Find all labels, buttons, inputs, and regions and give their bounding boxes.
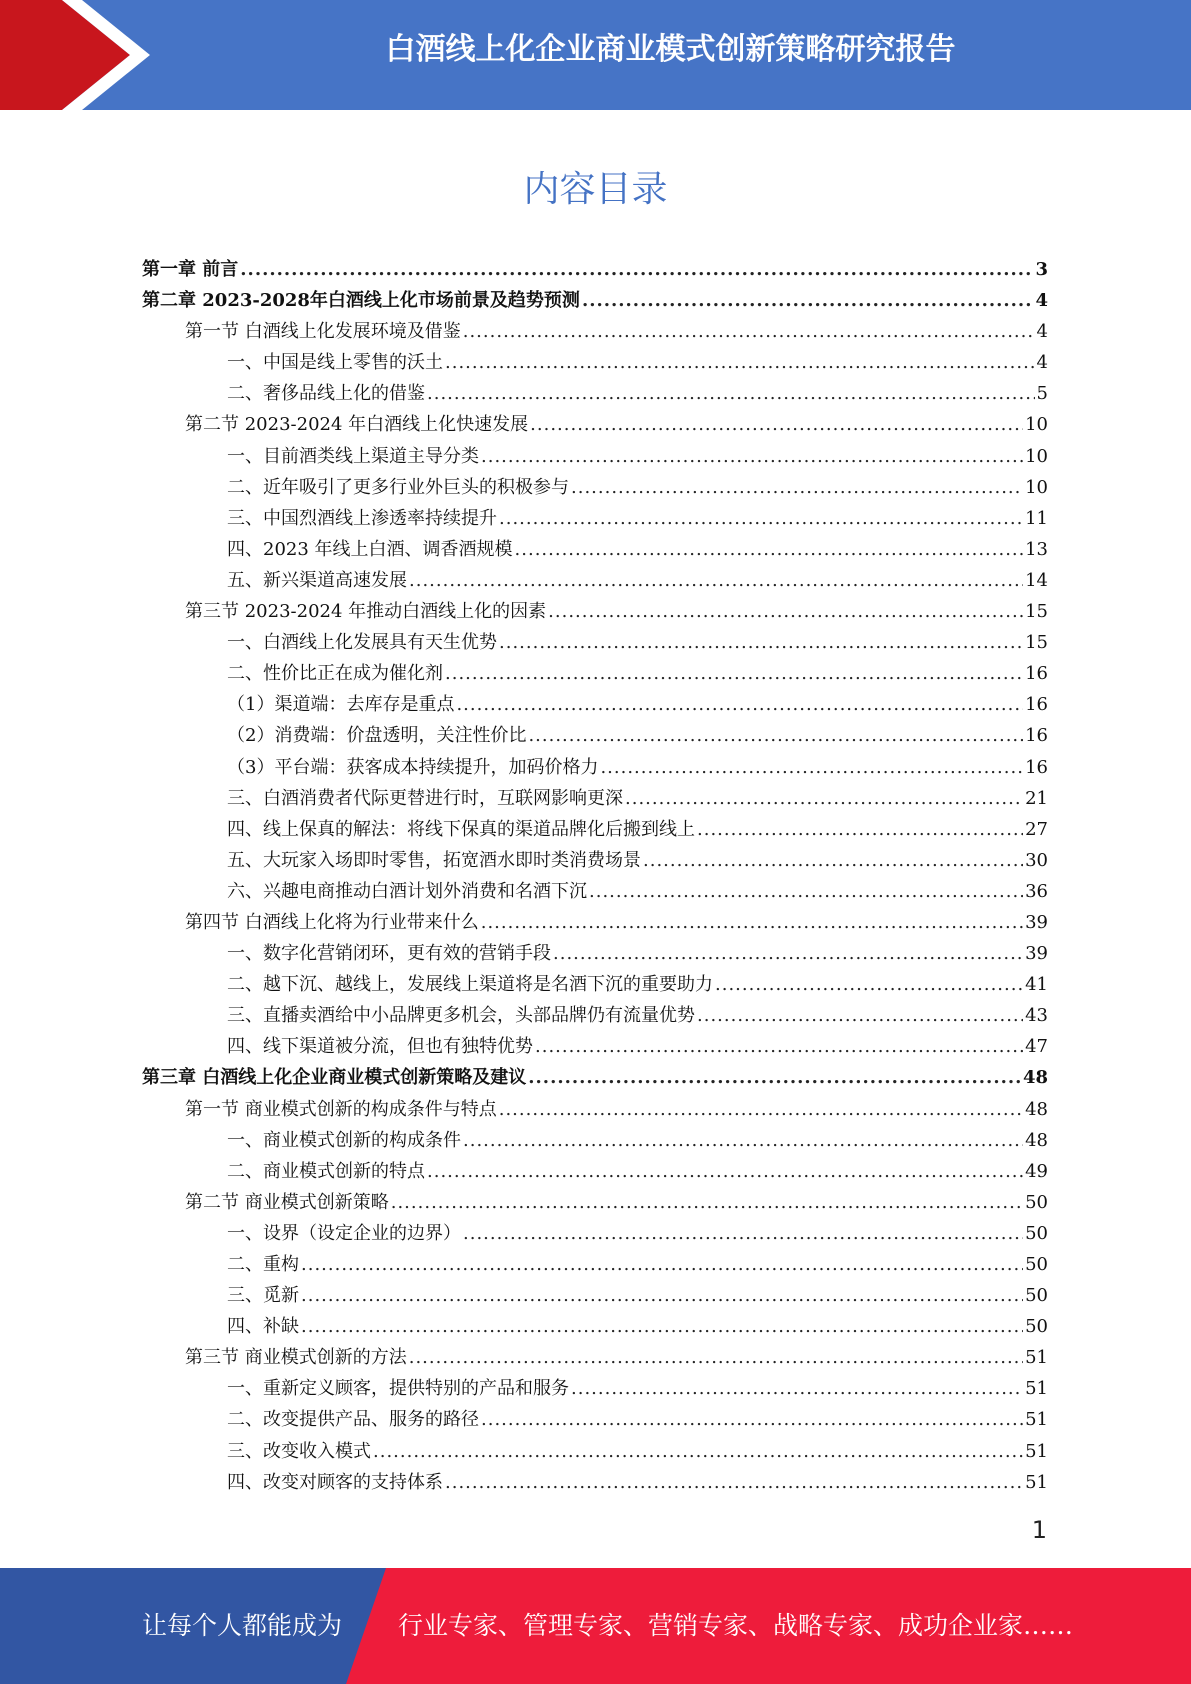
toc-dot-leader (481, 1404, 1023, 1435)
toc-dot-leader (456, 689, 1023, 720)
toc-dot-leader (445, 347, 1035, 378)
toc-entry-page: 16 (1025, 694, 1048, 716)
toc-entry-page: 48 (1022, 1067, 1048, 1089)
toc-entry[interactable] (142, 1062, 1048, 1093)
toc-entry[interactable] (142, 534, 1048, 565)
toc-entry-page: 27 (1025, 818, 1048, 840)
toc-entry-title: （3）平台端：获客成本持续提升，加码价格力 (227, 756, 599, 778)
toc-entry-page: 11 (1025, 507, 1048, 529)
toc-dot-leader (600, 752, 1023, 783)
toc-dot-leader (589, 876, 1023, 907)
toc-dot-leader (427, 1156, 1023, 1187)
toc-entry[interactable] (142, 503, 1048, 534)
toc-entry-title: 第一节 白酒线上化发展环境及借鉴 (185, 321, 461, 343)
toc-entry[interactable] (142, 907, 1048, 938)
toc-entry-page: 48 (1025, 1129, 1048, 1151)
toc-entry[interactable] (142, 565, 1048, 596)
toc-dot-leader (301, 1249, 1023, 1280)
toc-entry-page: 48 (1025, 1098, 1048, 1120)
toc-dot-leader (528, 720, 1023, 751)
toc-entry[interactable] (142, 596, 1048, 627)
toc-entry-page: 50 (1025, 1254, 1048, 1275)
toc-entry[interactable] (142, 689, 1048, 720)
toc-entry-title: 四、改变对顾客的支持体系 (227, 1471, 443, 1493)
toc-dot-leader (391, 1187, 1023, 1218)
toc-dot-leader (530, 409, 1023, 440)
toc-entry[interactable] (142, 876, 1048, 907)
toc-entry[interactable] (142, 1280, 1048, 1311)
toc-entry-title: 二、近年吸引了更多行业外巨头的积极参与 (227, 476, 569, 498)
toc-entry-title: 四、2023 年线上白酒、调香酒规模 (227, 538, 513, 560)
toc-dot-leader (643, 845, 1023, 876)
toc-dot-leader (499, 627, 1023, 658)
toc-entry-page: 5 (1036, 383, 1048, 405)
toc-entry[interactable] (142, 969, 1048, 1000)
toc-entry-title: 第三节 商业模式创新的方法 (185, 1347, 407, 1369)
toc-entry-title: 第三章 白酒线上化企业商业模式创新策略及建议 (142, 1067, 527, 1089)
toc-dot-leader (535, 1031, 1023, 1062)
toc-dot-leader (463, 1218, 1023, 1249)
toc-entry-page: 47 (1025, 1036, 1048, 1058)
toc-dot-leader (240, 254, 1033, 285)
toc-entry[interactable] (142, 752, 1048, 783)
toc-entry[interactable] (142, 378, 1048, 409)
toc-entry[interactable] (142, 1031, 1048, 1062)
toc-entry-page: 13 (1025, 538, 1048, 560)
toc-entry-page: 51 (1025, 1378, 1048, 1400)
toc-entry-page: 51 (1025, 1409, 1048, 1431)
report-title: 白酒线上化企业商业模式创新策略研究报告 (385, 32, 956, 67)
toc-dot-leader (463, 1125, 1023, 1156)
toc-dot-leader (463, 316, 1035, 347)
toc-entry-page: 16 (1025, 725, 1048, 747)
toc-entry-page: 51 (1025, 1471, 1048, 1493)
table-of-contents (142, 254, 1048, 1498)
toc-entry-page: 4 (1035, 290, 1048, 312)
toc-entry[interactable] (142, 1342, 1048, 1373)
toc-entry-title: 一、重新定义顾客，提供特别的产品和服务 (227, 1378, 569, 1400)
toc-entry[interactable] (142, 1249, 1048, 1280)
toc-entry-page: 51 (1025, 1440, 1048, 1462)
toc-entry-page: 30 (1025, 849, 1048, 871)
toc-entry[interactable] (142, 627, 1048, 658)
toc-dot-leader (301, 1311, 1023, 1342)
toc-dot-leader (715, 969, 1023, 1000)
toc-entry-page: 50 (1025, 1222, 1048, 1244)
toc-entry-page: 10 (1025, 414, 1048, 436)
toc-entry-title: （2）消费端：价盘透明，关注性价比 (227, 725, 527, 747)
toc-entry-page: 10 (1025, 476, 1048, 498)
toc-entry-title: 一、白酒线上化发展具有天生优势 (227, 632, 497, 654)
toc-entry-title: 一、商业模式创新的构成条件 (227, 1129, 461, 1151)
toc-entry-title: 第二节 2023-2024 年白酒线上化快速发展 (185, 414, 529, 436)
toc-entry[interactable] (142, 1218, 1048, 1249)
toc-entry-title: 三、改变收入模式 (227, 1440, 371, 1462)
toc-entry-title: 一、设界（设定企业的边界） (227, 1222, 461, 1244)
toc-entry[interactable] (142, 814, 1048, 845)
toc-entry-title: 二、改变提供产品、服务的路径 (227, 1409, 479, 1431)
toc-entry-page: 50 (1025, 1285, 1048, 1307)
toc-entry-title: 三、觅新 (227, 1285, 299, 1307)
toc-entry-title: 三、白酒消费者代际更替进行时，互联网影响更深 (227, 787, 623, 809)
toc-entry[interactable] (142, 472, 1048, 503)
toc-entry[interactable] (142, 316, 1048, 347)
toc-entry[interactable] (142, 1436, 1048, 1467)
toc-entry[interactable] (142, 285, 1048, 316)
toc-entry-page: 10 (1025, 445, 1048, 467)
page-header (0, 0, 1191, 110)
toc-entry-title: 一、中国是线上零售的沃土 (227, 352, 443, 374)
toc-entry-title: 四、线下渠道被分流，但也有独特优势 (227, 1036, 533, 1058)
toc-entry-title: 二、性价比正在成为催化剂 (227, 663, 443, 685)
toc-entry-title: 二、重构 (227, 1254, 299, 1275)
toc-entry[interactable] (142, 254, 1048, 285)
toc-entry[interactable] (142, 938, 1048, 969)
toc-entry[interactable] (142, 1094, 1048, 1125)
toc-heading: 内容目录 (523, 169, 668, 210)
toc-entry-title: 一、数字化营销闭环，更有效的营销手段 (227, 943, 551, 965)
toc-dot-leader (499, 1094, 1023, 1125)
toc-entry-title: 第三节 2023-2024 年推动白酒线上化的因素 (185, 601, 547, 623)
toc-entry[interactable] (142, 1125, 1048, 1156)
toc-entry[interactable] (142, 1311, 1048, 1342)
toc-entry-page: 15 (1025, 601, 1048, 623)
toc-entry[interactable] (142, 409, 1048, 440)
header-chevron-decoration (0, 0, 160, 110)
toc-dot-leader (409, 1342, 1023, 1373)
toc-entry-title: 一、目前酒类线上渠道主导分类 (227, 445, 479, 467)
page-footer (0, 1568, 1191, 1684)
toc-entry-page: 3 (1035, 259, 1048, 280)
toc-entry-title: 二、越下沉、越线上，发展线上渠道将是名酒下沉的重要助力 (227, 974, 713, 996)
toc-dot-leader (582, 285, 1034, 316)
toc-entry-title: 三、中国烈酒线上渗透率持续提升 (227, 507, 497, 529)
toc-entry[interactable] (142, 1467, 1048, 1498)
toc-entry[interactable] (142, 347, 1048, 378)
toc-entry-page: 14 (1025, 569, 1048, 591)
toc-dot-leader (571, 1373, 1023, 1404)
footer-slogan: 让每个人都能成为 (142, 1611, 343, 1640)
toc-entry-title: 五、新兴渠道高速发展 (227, 569, 407, 591)
toc-entry-title: 二、商业模式创新的特点 (227, 1160, 425, 1182)
toc-entry-title: 四、补缺 (227, 1316, 299, 1338)
toc-dot-leader (445, 1467, 1023, 1498)
toc-entry[interactable] (142, 1404, 1048, 1435)
toc-entry[interactable] (142, 783, 1048, 814)
toc-dot-leader (373, 1436, 1023, 1467)
toc-dot-leader (481, 441, 1023, 472)
toc-entry-page: 50 (1025, 1191, 1048, 1213)
toc-dot-leader (499, 503, 1023, 534)
toc-entry-title: 第二节 商业模式创新策略 (185, 1191, 389, 1213)
toc-entry-title: 第一章 前言 (142, 259, 239, 280)
toc-dot-leader (427, 378, 1035, 409)
toc-dot-leader (409, 565, 1023, 596)
toc-dot-leader (548, 596, 1023, 627)
toc-entry-page: 43 (1025, 1005, 1048, 1027)
toc-entry[interactable] (142, 720, 1048, 751)
toc-entry-title: 三、直播卖酒给中小品牌更多机会，头部品牌仍有流量优势 (227, 1005, 695, 1027)
toc-dot-leader (571, 472, 1023, 503)
toc-entry-title: 第二章 2023-2028年白酒线上化市场前景及趋势预测 (142, 290, 580, 312)
toc-entry-page: 39 (1025, 943, 1048, 965)
footer-roles: 行业专家、管理专家、营销专家、战略专家、成功企业家…… (398, 1611, 1074, 1640)
toc-entry-page: 16 (1025, 756, 1048, 778)
toc-entry[interactable] (142, 1000, 1048, 1031)
toc-entry-page: 51 (1025, 1347, 1048, 1369)
toc-dot-leader (515, 534, 1024, 565)
toc-dot-leader (301, 1280, 1023, 1311)
toc-entry-title: 第一节 商业模式创新的构成条件与特点 (185, 1098, 497, 1120)
toc-entry-title: （1）渠道端：去库存是重点 (227, 694, 455, 716)
toc-entry-page: 4 (1036, 321, 1048, 343)
toc-entry-title: 四、线上保真的解法：将线下保真的渠道品牌化后搬到线上 (227, 818, 695, 840)
toc-dot-leader (528, 1062, 1021, 1093)
toc-entry-title: 第四节 白酒线上化将为行业带来什么 (185, 911, 479, 933)
toc-dot-leader (697, 1000, 1023, 1031)
toc-entry[interactable] (142, 1373, 1048, 1404)
toc-entry-page: 4 (1036, 352, 1048, 374)
toc-entry-title: 二、奢侈品线上化的借鉴 (227, 383, 425, 405)
page-number: 1 (1031, 1516, 1047, 1544)
toc-entry[interactable] (142, 845, 1048, 876)
toc-entry-page: 50 (1025, 1316, 1048, 1338)
toc-dot-leader (625, 783, 1023, 814)
toc-entry-title: 五、大玩家入场即时零售，拓宽酒水即时类消费场景 (227, 849, 641, 871)
toc-entry-page: 49 (1025, 1160, 1048, 1182)
toc-entry-page: 15 (1025, 632, 1048, 654)
toc-dot-leader (481, 907, 1023, 938)
toc-entry-page: 21 (1025, 787, 1048, 809)
toc-entry-page: 41 (1025, 974, 1048, 996)
toc-entry[interactable] (142, 1187, 1048, 1218)
toc-entry-page: 39 (1025, 911, 1048, 933)
toc-entry[interactable] (142, 658, 1048, 689)
toc-dot-leader (445, 658, 1023, 689)
toc-entry[interactable] (142, 1156, 1048, 1187)
toc-entry-title: 六、兴趣电商推动白酒计划外消费和名酒下沉 (227, 880, 587, 902)
toc-entry-page: 36 (1025, 880, 1048, 902)
toc-entry-page: 16 (1025, 663, 1048, 685)
toc-dot-leader (553, 938, 1023, 969)
toc-dot-leader (697, 814, 1023, 845)
toc-entry[interactable] (142, 441, 1048, 472)
